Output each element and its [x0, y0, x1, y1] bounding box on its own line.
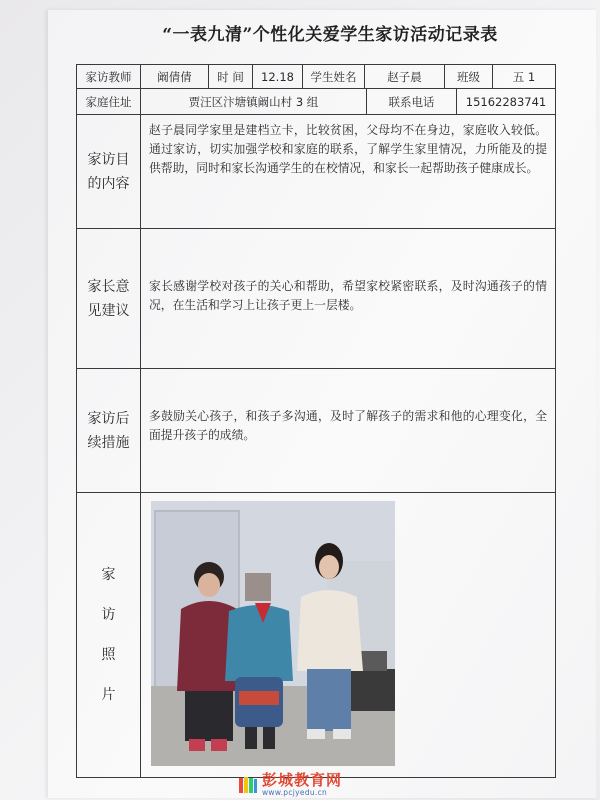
header-row — [77, 65, 555, 89]
address-value: 贾汪区汴塘镇阚山村 3 组 — [141, 89, 367, 114]
class-value: 五 1 — [512, 69, 536, 84]
student-name: 赵子晨 — [365, 65, 445, 88]
phone-label: 联系电话 — [367, 89, 457, 114]
photo-label-char: 家 — [101, 567, 116, 583]
section-label: 家访后续措施 — [77, 369, 141, 492]
section-text: 多鼓励关心孩子，和孩子多沟通，及时了解孩子的需求和他的心理变化，全面提升孩子的成绩。 — [149, 409, 547, 442]
section-parent-suggestions — [77, 229, 555, 369]
visit-record-table — [76, 64, 556, 778]
watermark-name: 彭城教育网 — [262, 771, 343, 789]
photo-label — [77, 493, 141, 777]
section-text: 赵子晨同学家里是建档立卡，比较贫困，父母均不在身边，家庭收入较低。通过家访，切实加强学校和家庭的联系，了解学生家里情况，力所能及的提供帮助，同时和家长沟通学生的在校情况，和家长一起帮助孩子健康成长。 — [149, 123, 547, 175]
time-label: 时 间 — [209, 65, 253, 88]
watermark-url: www.pcjyedu.cn — [262, 788, 328, 797]
photo-illustration — [151, 501, 395, 766]
home-visit-photo — [151, 501, 395, 766]
book-logo-icon — [238, 775, 258, 795]
photo-label-char: 访 — [101, 607, 116, 623]
address-row — [77, 89, 555, 115]
address-label: 家庭住址 — [77, 89, 141, 114]
section-visit-purpose — [77, 115, 555, 229]
section-visit-photo — [77, 493, 555, 777]
form-title: “一表九清”个性化关爱学生家访活动记录表 — [162, 25, 498, 45]
phone-value: 15162283741 — [465, 94, 547, 109]
section-label: 家长意见建议 — [77, 229, 141, 368]
class-label: 班级 — [445, 65, 493, 88]
teacher-name: 阚倩倩 — [141, 65, 209, 88]
section-text: 家长感谢学校对孩子的关心和帮助，希望家校紧密联系，及时沟通孩子的情况，在生活和学习上让孩子更上一层楼。 — [149, 279, 547, 312]
section-label: 家访目的内容 — [77, 115, 141, 228]
photo-label-char: 照 — [101, 647, 116, 663]
section-followup-measures — [77, 369, 555, 493]
photo-area — [141, 493, 555, 777]
site-watermark — [238, 772, 342, 797]
student-label: 学生姓名 — [303, 65, 365, 88]
photo-label-char: 片 — [101, 687, 116, 703]
teacher-label: 家访教师 — [77, 65, 141, 88]
time-value: 12.18 — [253, 65, 303, 88]
